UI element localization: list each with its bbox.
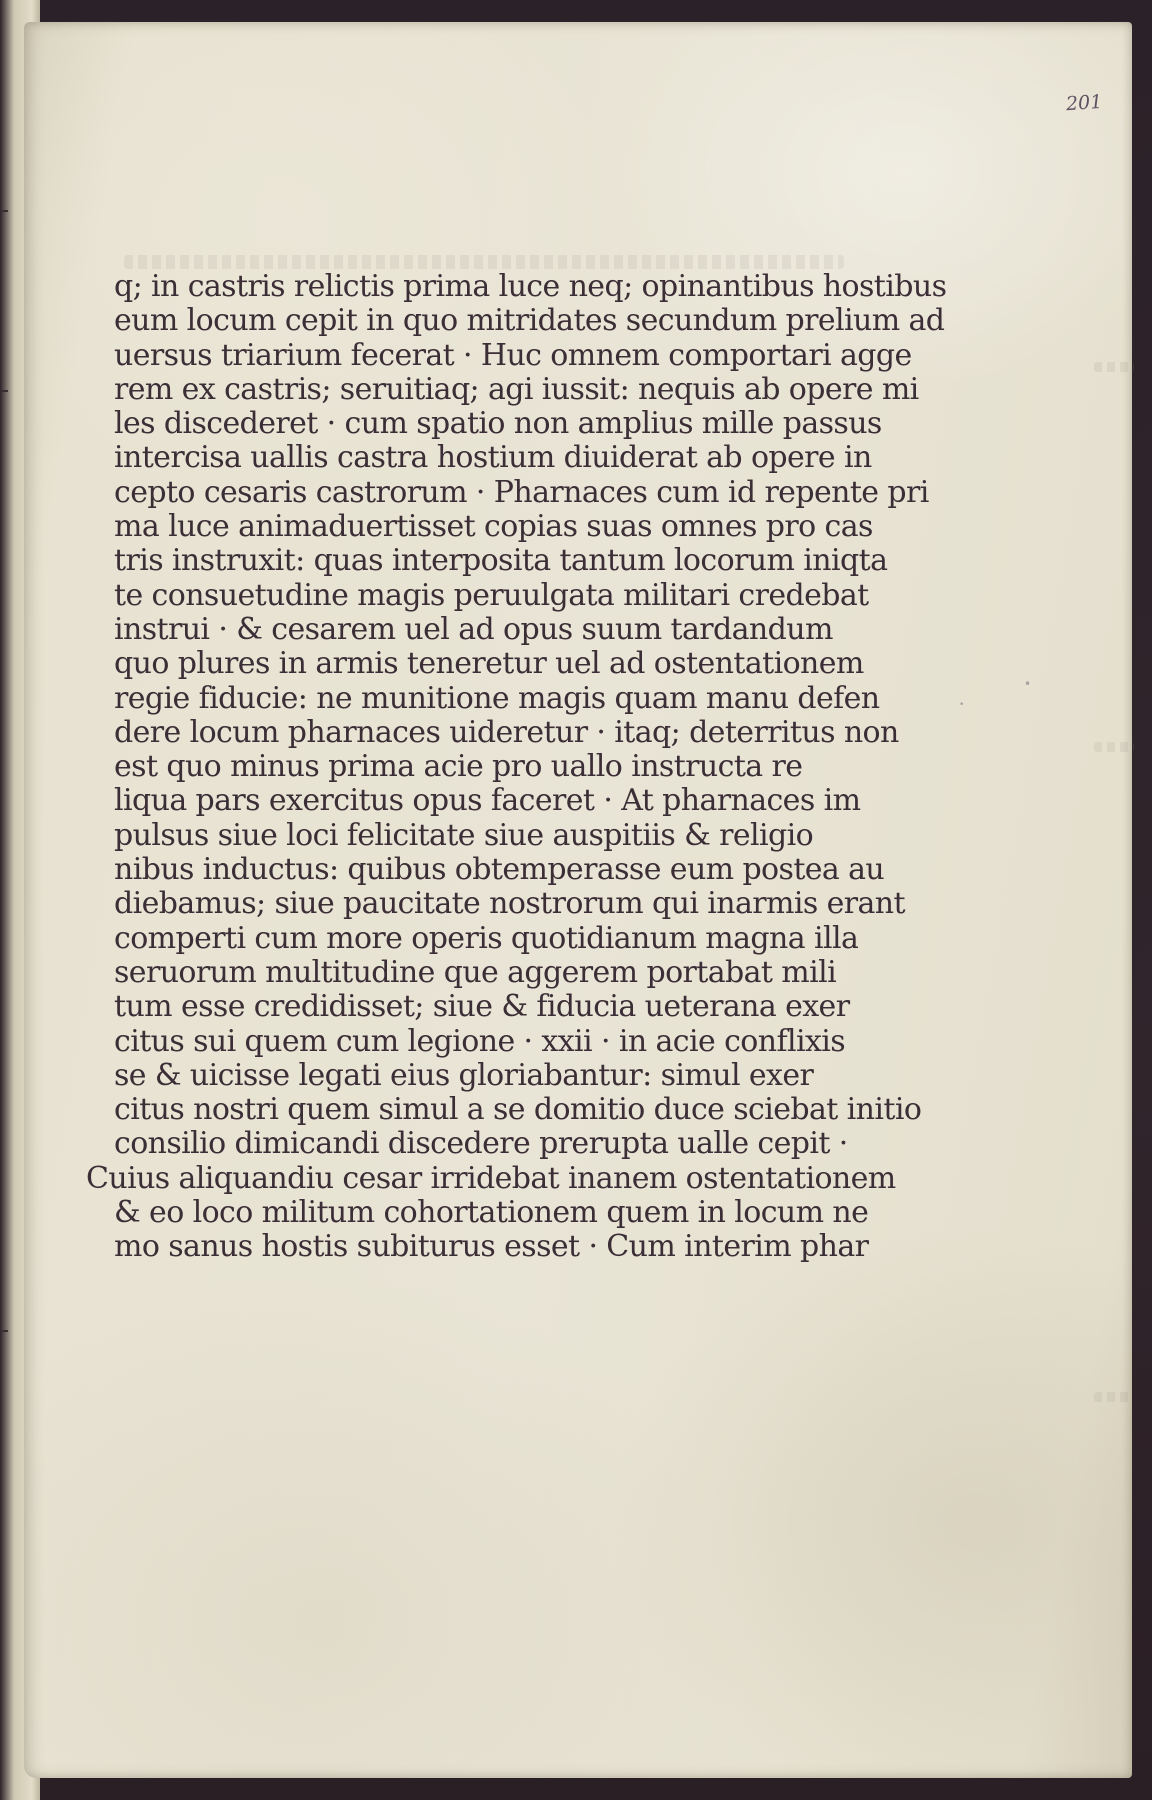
text-line: q; in castris relictis prima luce neq; opinantibus hostibus (114, 269, 947, 304)
text-line-initial: Cuius aliquandiu cesar irridebat inanem ostentationem (86, 1160, 896, 1196)
leaf-nick (2, 1330, 8, 1332)
text-line: cepto cesaris castrorum · Pharnaces cum id repente pri (114, 474, 929, 510)
text-line: les discederet · cum spatio non amplius mille passus (114, 406, 882, 442)
text-line: intercisa uallis castra hostium diuiderat ab opere in (114, 440, 872, 476)
text-line: te consuetudine magis peruulgata militari credebat (114, 577, 869, 613)
manuscript-text-column (86, 269, 947, 1265)
text-line: & eo loco militum cohortationem quem in locum ne (114, 1195, 869, 1231)
text-line: se & uicisse legati eius gloriabantur: simul exer (114, 1057, 814, 1093)
text-line: uersus triarium fecerat · Huc omnem comportari agge (114, 337, 912, 373)
ink-speck: • (959, 700, 965, 710)
leaf-nick (2, 390, 8, 392)
ink-speck: • (1024, 677, 1032, 691)
text-line: comperti cum more operis quotidianum magna illa (114, 920, 859, 956)
text-line: quo plures in armis teneretur uel ad ostentationem (114, 646, 864, 682)
text-line: regie fiducie: ne munitione magis quam manu defen (114, 680, 880, 716)
show-through-text (1094, 742, 1134, 752)
text-line: diebamus; siue paucitate nostrorum qui inarmis erant (114, 886, 905, 922)
manuscript-page (24, 22, 1132, 1778)
text-line: seruorum multitudine que aggerem portabat mili (114, 954, 837, 990)
text-line: rem ex castris; seruitiaq; agi iussit: nequis ab opere mi (114, 371, 919, 407)
text-line: nibus inductus: quibus obtemperasse eum postea au (114, 852, 885, 888)
text-line: pulsus siue loci felicitate siue auspitiis & religio (114, 817, 814, 853)
text-line: tum esse credidisset; siue & fiducia ueterana exer (114, 989, 850, 1025)
show-through-text (1094, 362, 1134, 372)
text-line: citus nostri quem simul a se domitio duce sciebat initio (114, 1092, 922, 1128)
text-line: ma luce animaduertisset copias suas omnes pro cas (114, 509, 873, 545)
text-line: dere locum pharnaces uideretur · itaq; deterritus non (114, 714, 899, 750)
leaf-nick (2, 210, 8, 212)
text-line: instrui · & cesarem uel ad opus suum tardandum (114, 611, 833, 647)
show-through-text (1094, 1392, 1130, 1402)
show-through-text (124, 255, 844, 269)
text-line: eum locum cepit in quo mitridates secundum prelium ad (114, 303, 945, 339)
text-line: consilio dimicandi discedere prerupta ualle cepit · (114, 1126, 848, 1162)
text-line: tris instruxit: quas interposita tantum locorum iniqta (114, 543, 888, 579)
text-line: mo sanus hostis subiturus esset · Cum interim phar (114, 1229, 869, 1265)
text-line: liqua pars exercitus opus faceret · At pharnaces im (114, 783, 861, 819)
text-line: est quo minus prima acie pro uallo instructa re (114, 749, 803, 785)
folio-number: 201 (1065, 90, 1103, 116)
text-line: citus sui quem cum legione · xxii · in acie conflixis (114, 1023, 846, 1059)
